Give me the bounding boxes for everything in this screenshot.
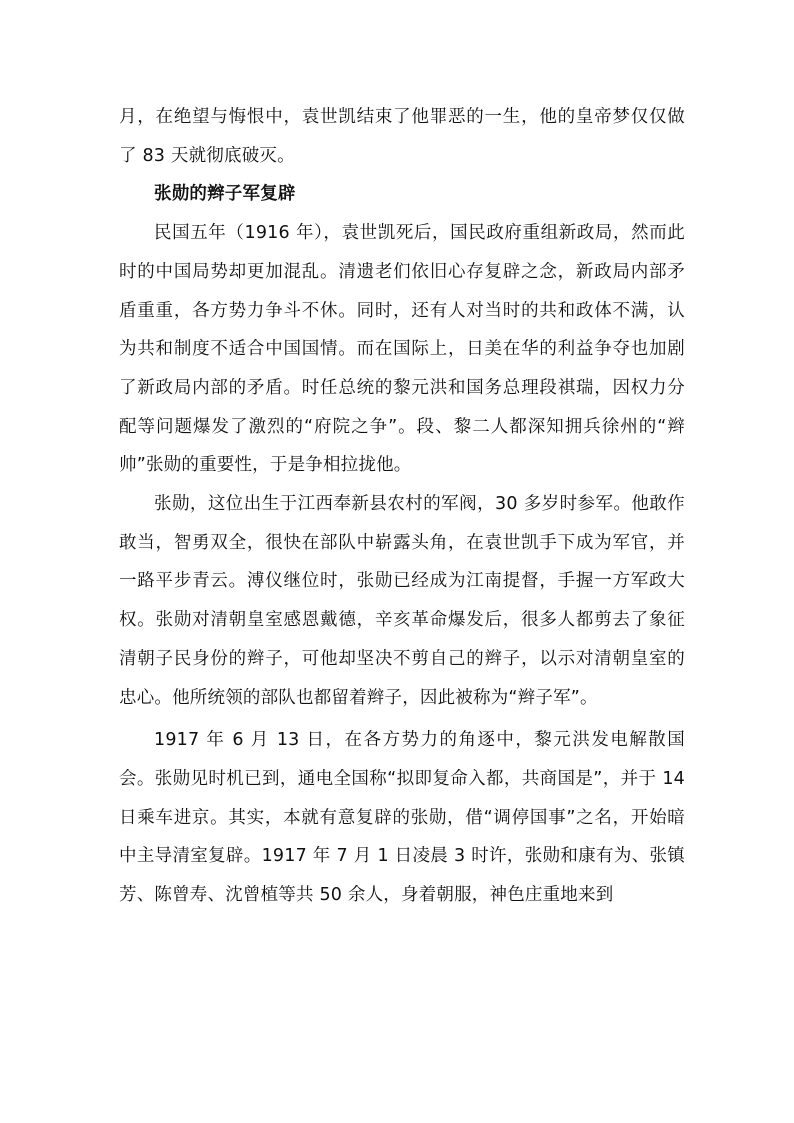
document-body	[119, 98, 685, 915]
paragraph-continuation: 月，在绝望与悔恨中，袁世凯结束了他罪恶的一生，他的皇帝梦仅仅做了 83 天就彻底破灭。	[119, 107, 685, 166]
paragraph-political-situation: 民国五年（1916 年），袁世凯死后，国民政府重组新政局，然而此时的中国局势却更加混乱。清遗老们依旧心存复辟之念，新政局内部矛盾重重，各方势力争斗不休。同时，还有人对当时的共和政体不满，认为共和制度不适合中国国情。而在国际上，日美在华的利益争夺也加剧了新政局内部的矛盾。时任总统的黎元洪和国务总理段祺瑞，因权力分配等问题爆发了激烈的“府院之争”。段、黎二人都深知拥兵徐州的“辫帅”张勋的重要性，于是争相拉拢他。	[119, 223, 685, 476]
paragraph-zhang-xun-background: 张勋，这位出生于江西奉新县农村的军阀，30 多岁时参军。他敢作敢当，智勇双全，很快在部队中崭露头角，在袁世凯手下成为军官，并一路平步青云。溥仪继位时，张勋已经成为江南提督，手握一方军政大权。张勋对清朝皇室感恩戴德，辛亥革命爆发后，很多人都剪去了象征清朝子民身份的辫子，可他却坚决不剪自己的辫子，以示对清朝皇室的忠心。他所统领的部队也都留着辫子，因此被称为“辫子军”。	[119, 494, 685, 708]
paragraph-restoration-events: 1917 年 6 月 13 日，在各方势力的角逐中，黎元洪发电解散国会。张勋见时机已到，通电全国称“拟即复命入都，共商国是”，并于 14 日乘车进京。其实，本就有意复辟的张勋，借“调停国事”之名，开始暗中主导清室复辟。1917 年 7 月 1 日凌晨 3 时许，张勋和康有为、张镇芳、陈曾寿、沈曾植等共 50 余人，身着朝服，神色庄重地来到	[119, 730, 685, 906]
section-heading: 张勋的辫子军复辟	[154, 184, 296, 205]
